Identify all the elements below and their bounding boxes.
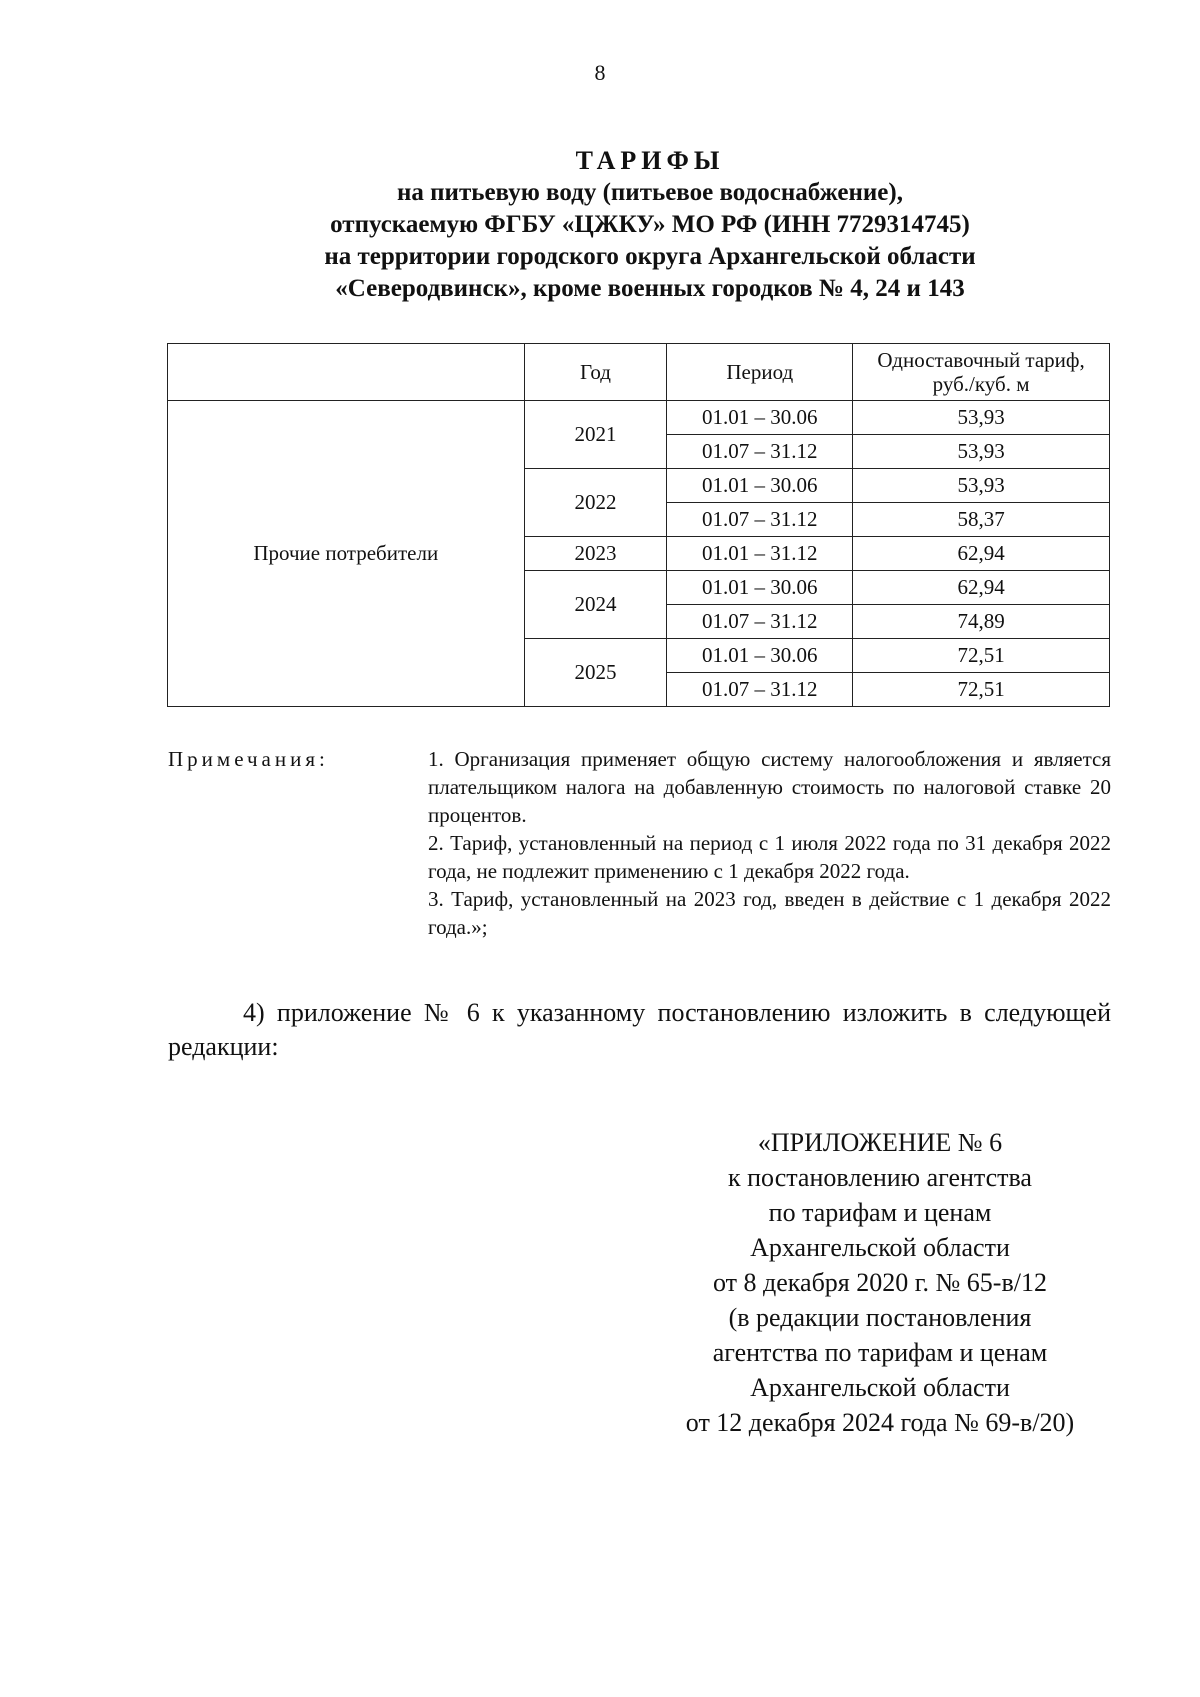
- period-cell: 01.07 – 31.12: [667, 605, 853, 639]
- appendix-line: от 8 декабря 2020 г. № 65-в/12: [713, 1268, 1047, 1297]
- appendix-line: к постановлению агентства: [728, 1163, 1032, 1192]
- note-item: 1. Организация применяет общую систему налогообложения и является плательщиком налога на добавленную стоимость по налоговой ставке 20 процентов.: [428, 747, 1111, 827]
- header-year: Год: [524, 344, 667, 401]
- period-cell: 01.07 – 31.12: [667, 435, 853, 469]
- tariff-cell: 74,89: [853, 605, 1110, 639]
- year-cell: 2025: [524, 639, 667, 707]
- year-cell: 2022: [524, 469, 667, 537]
- year-cell: 2024: [524, 571, 667, 639]
- appendix-line: агентства по тарифам и ценам: [712, 1338, 1048, 1367]
- appendix-line: (в редакции постановления: [728, 1303, 1032, 1332]
- appendix-line: Архангельской области: [750, 1373, 1010, 1402]
- notes-list: [428, 745, 1111, 941]
- document-title: [160, 145, 1140, 305]
- year-cell: 2023: [524, 537, 667, 571]
- title-line: отпускаемую ФГБУ «ЦЖКУ» МО РФ (ИНН 7729314745): [330, 211, 970, 238]
- table-header-row: [168, 344, 1110, 401]
- period-cell: 01.01 – 30.06: [667, 401, 853, 435]
- period-cell: 01.01 – 30.06: [667, 571, 853, 605]
- tariff-cell: 72,51: [853, 673, 1110, 707]
- notes-label: Примечания:: [168, 747, 329, 771]
- title-line: на питьевую воду (питьевое водоснабжение),: [397, 179, 903, 206]
- tariff-cell: 53,93: [853, 469, 1110, 503]
- header-tariff-unit: руб./куб. м: [932, 372, 1030, 396]
- table-row: [168, 401, 1110, 435]
- title-line: «Северодвинск», кроме военных городков № 4, 24 и 143: [335, 275, 965, 302]
- period-cell: 01.07 – 31.12: [667, 673, 853, 707]
- note-item: 3. Тариф, установленный на 2023 год, введен в действие с 1 декабря 2022 года.»;: [428, 887, 1111, 939]
- tariff-cell: 53,93: [853, 435, 1110, 469]
- appendix-line: Архангельской области: [750, 1233, 1010, 1262]
- period-cell: 01.01 – 30.06: [667, 469, 853, 503]
- period-cell: 01.01 – 30.06: [667, 639, 853, 673]
- period-cell: 01.01 – 31.12: [667, 537, 853, 571]
- period-cell: 01.07 – 31.12: [667, 503, 853, 537]
- body-paragraph: 4) приложение № 6 к указанному постановлению изложить в следующей редакции:: [168, 998, 1111, 1061]
- tariff-cell: 58,37: [853, 503, 1110, 537]
- appendix-line: по тарифам и ценам: [768, 1198, 992, 1227]
- year-cell: 2021: [524, 401, 667, 469]
- note-item: 2. Тариф, установленный на период с 1 июля 2022 года по 31 декабря 2022 года, не подлежит применению с 1 декабря 2022 года.: [428, 831, 1111, 883]
- header-period: Период: [667, 344, 853, 401]
- tariff-cell: 62,94: [853, 537, 1110, 571]
- appendix-line: от 12 декабря 2024 года № 69-в/20): [685, 1408, 1075, 1437]
- tariff-cell: 53,93: [853, 401, 1110, 435]
- header-consumer: [168, 344, 525, 401]
- tariff-cell: 72,51: [853, 639, 1110, 673]
- appendix-header: [640, 1125, 1120, 1440]
- title-heading: ТАРИФЫ: [575, 146, 725, 175]
- tariff-table: [167, 343, 1110, 707]
- title-line: на территории городского округа Архангельской области: [324, 243, 976, 270]
- header-tariff-line: Одноставочный тариф,: [877, 348, 1085, 372]
- page-number: 8: [594, 60, 606, 85]
- appendix-line: «ПРИЛОЖЕНИЕ № 6: [757, 1128, 1003, 1157]
- header-tariff: [853, 344, 1110, 401]
- consumer-cell: Прочие потребители: [168, 401, 525, 707]
- tariff-cell: 62,94: [853, 571, 1110, 605]
